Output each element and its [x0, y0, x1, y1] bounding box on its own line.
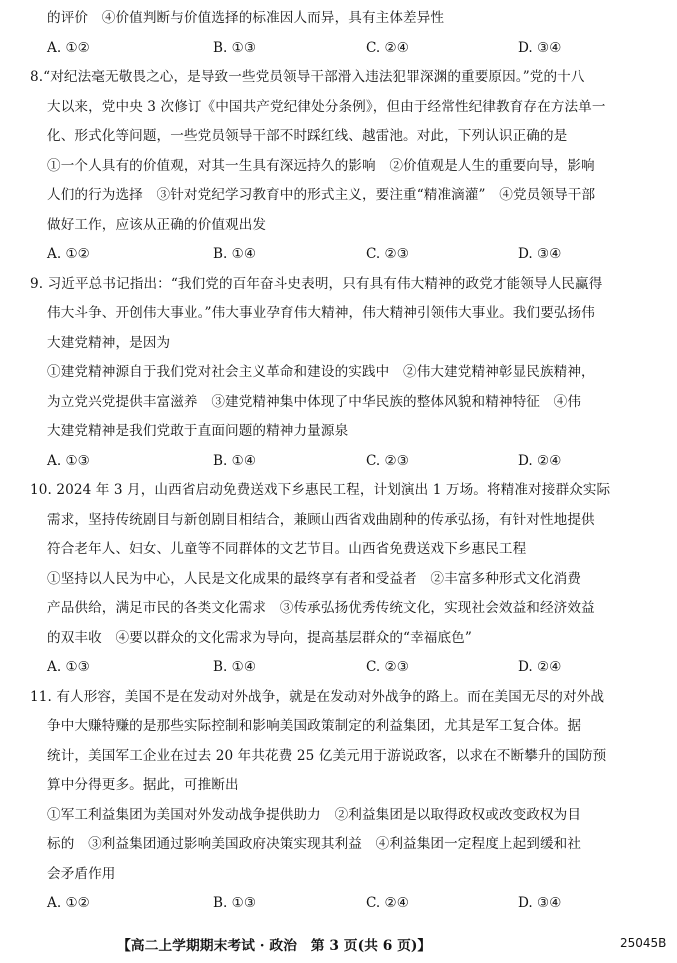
q11-stem-line: 11. 有人形容，美国不是在发动对外战争，就是在发动对外战争的路上。而在美国无尽的对外战	[30, 688, 605, 705]
page-footer: 【高二上学期期末考试 · 政治 第 3 页(共 6 页)】	[117, 938, 432, 954]
q9-statement-line: ①建党精神源自于我们党对社会主义革命和建设的实践中 ②伟大建党精神彰显民族精神，	[47, 364, 595, 380]
q10-statement-line: 产品供给，满足市民的各类文化需求 ③传承弘扬优秀传统文化，实现社会效益和经济效益	[47, 600, 595, 616]
q7-option-a: A. ①②	[47, 39, 90, 56]
q11-option-a: A. ①②	[47, 895, 90, 911]
q9-stem-line: 大建党精神，是因为	[47, 334, 171, 351]
q8-option-c: C. ②③	[366, 246, 409, 262]
exam-code: 25045B	[620, 936, 667, 950]
q9-option-c: C. ②③	[366, 452, 409, 469]
q8-statement-line: ①一个人具有的价值观，对其一生具有深远持久的影响 ②价值观是人生的重要向导，影响	[47, 157, 595, 174]
q9-option-b: B. ①④	[213, 452, 257, 469]
q11-stem-line: 争中大赚特赚的是那些实际控制和影响美国政策制定的利益集团，尤其是军工复合体。据	[47, 718, 582, 734]
q7-option-d: D. ③④	[518, 39, 562, 56]
q8-stem-line: 8.“对纪法毫无敬畏之心，是导致一些党员领导干部滑入违法犯罪深渊的重要原因。”党的十八	[30, 69, 585, 85]
q9-stem-line: 伟大斗争、开创伟大事业。”伟大事业孕育伟大精神，伟大精神引领伟大事业。我们要弘扬伟	[47, 305, 595, 321]
q8-option-a: A. ①②	[47, 246, 90, 262]
q11-stem-line: 统计，美国军工企业在过去 20 年共花费 25 亿美元用于游说政客，以求在不断攀升的国防预	[47, 747, 607, 764]
q9-statement-line: 大建党精神是我们党敢于直面问题的精神力量源泉	[47, 423, 349, 439]
q11-statement-line: 会矛盾作用	[47, 865, 116, 882]
q11-statement-line: ①军工利益集团为美国对外发动战争提供助力 ②利益集团是以取得政权或改变政权为目	[47, 806, 582, 823]
q8-option-d: D. ③④	[518, 246, 562, 262]
q10-option-c: C. ②③	[366, 659, 409, 675]
q11-statement-line: 标的 ③利益集团通过影响美国政府决策实现其利益 ④利益集团一定程度上起到缓和社	[47, 836, 582, 852]
q11-stem-line: 算中分得更多。据此，可推断出	[47, 777, 239, 793]
q10-statement-line: ①坚持以人民为中心，人民是文化成果的最终享有者和受益者 ②丰富多种形式文化消费	[47, 570, 582, 587]
q8-option-b: B. ①④	[213, 246, 257, 262]
q10-statement-line: 的双丰收 ④要以群众的文化需求为导向，提高基层群众的“幸福底色”	[47, 629, 472, 646]
q11-option-b: B. ①③	[213, 895, 257, 911]
q10-option-a: A. ①③	[47, 659, 90, 675]
q10-stem-line: 符合老年人、妇女、儿童等不同群体的文艺节目。山西省免费送戏下乡惠民工程	[47, 541, 527, 557]
q8-stem-line: 大以来，党中央 3 次修订《中国共产党纪律处分条例》，但由于经常性纪律教育存在方法单一	[47, 98, 606, 115]
q11-option-c: C. ②④	[366, 895, 409, 911]
q10-option-b: B. ①④	[213, 659, 257, 675]
q9-statement-line: 为立党兴党提供丰富滋养 ③建党精神集中体现了中华民族的整体风貌和精神特征 ④伟	[47, 393, 582, 410]
q10-stem-line: 需求，坚持传统剧目与新创剧目相结合，兼顾山西省戏曲剧种的传承弘扬，有针对性地提供	[47, 511, 595, 528]
q8-statement-line: 人们的行为选择 ③针对党纪学习教育中的形式主义，要注重“精准滴灌” ④党员领导干部	[47, 187, 596, 203]
q11-option-d: D. ③④	[518, 895, 562, 911]
q7-option-b: B. ①③	[213, 39, 257, 56]
q9-option-a: A. ①③	[47, 452, 90, 469]
q8-stem-line: 化、形式化等问题，一些党员领导干部不时踩红线、越雷池。对此，下列认识正确的是	[47, 128, 568, 144]
q9-stem-line: 9. 习近平总书记指出：“我们党的百年奋斗史表明，只有具有伟大精神的政党才能领导人民赢得	[30, 275, 603, 292]
q8-statement-line: 做好工作，应该从正确的价值观出发	[47, 216, 267, 233]
q10-stem-line: 10. 2024 年 3 月，山西省启动免费送戏下乡惠民工程，计划演出 1 万场。将精准对接群众实际	[30, 482, 611, 498]
q7-option-c: C. ②④	[366, 39, 409, 56]
q7-tail: 的评价 ④价值判断与价值选择的标准因人而异，具有主体差异性	[47, 10, 445, 26]
q10-option-d: D. ②④	[518, 659, 562, 675]
q9-option-d: D. ②④	[518, 452, 562, 469]
